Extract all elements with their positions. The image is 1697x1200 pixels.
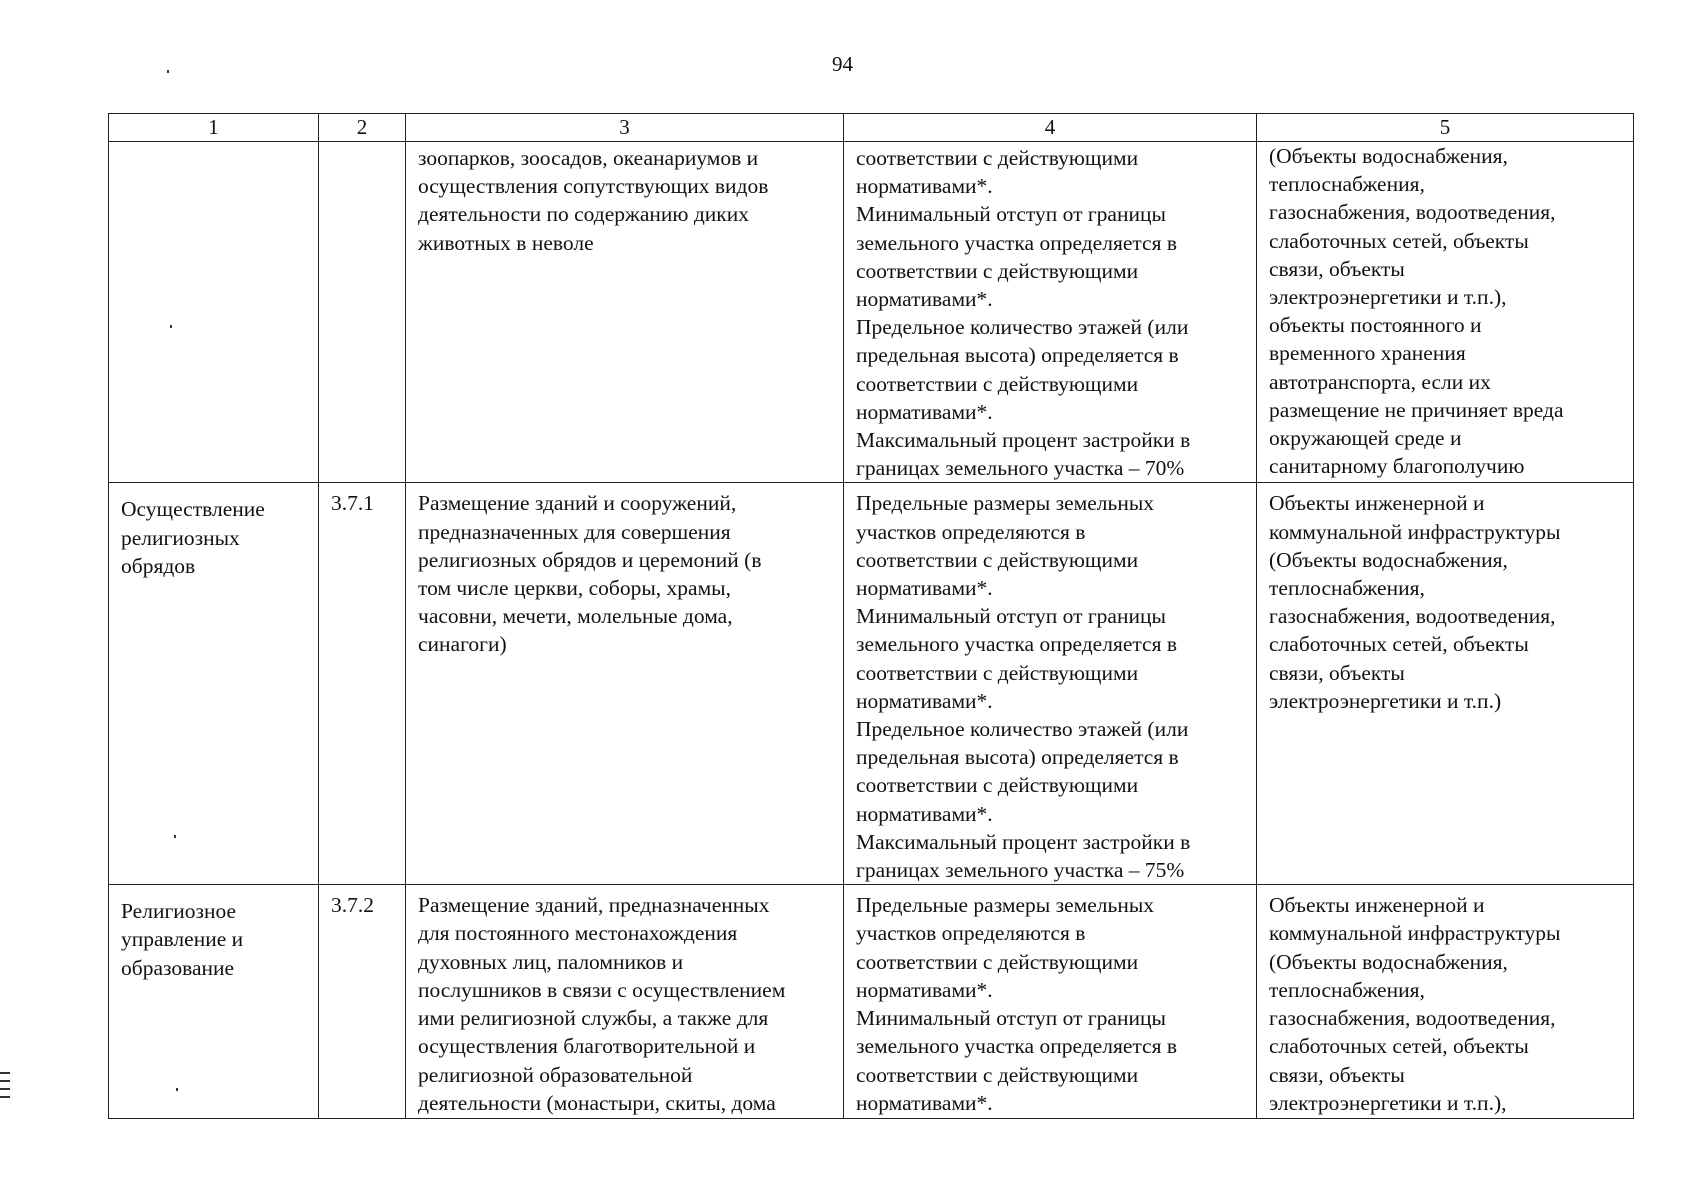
auxiliary-uses-cell [1257, 142, 1634, 483]
cell-text-line: предназначенных для совершения [418, 519, 731, 544]
parameters-cell [844, 483, 1257, 885]
use-type-name-cell [109, 885, 319, 1119]
cell-text-line: нормативами*. [856, 1090, 993, 1115]
table-row [109, 142, 1634, 483]
cell-text-line: (Объекты водоснабжения, [1269, 144, 1508, 168]
table-header-row [109, 114, 1634, 142]
cell-text-line: электроэнергетики и т.п.), [1269, 285, 1507, 310]
cell-text-line: обрядов [121, 553, 196, 578]
use-type-code-cell: 3.7.1 [319, 483, 406, 885]
cell-text-line: Предельное количество этажей (или [856, 717, 1189, 742]
cell-text-line: связи, объекты [1269, 660, 1405, 685]
column-header-2: 2 [319, 114, 406, 142]
cell-text-line: Размещение зданий, предназначенных [418, 893, 770, 918]
cell-text-line: зоопарков, зоосадов, океанариумов и [418, 146, 759, 170]
cell-text-line: электроэнергетики и т.п.) [1269, 688, 1502, 713]
cell-text-line: участков определяются в [856, 921, 1086, 946]
cell-text-line: Осуществление [121, 497, 265, 522]
cell-text-line: коммунальной инфраструктуры [1269, 921, 1561, 946]
cell-text-line: автотранспорта, если их [1269, 369, 1491, 394]
cell-text-line: (Объекты водоснабжения, [1269, 547, 1508, 572]
cell-text-line: часовни, мечети, молельные дома, [418, 604, 733, 629]
use-type-name-cell [109, 483, 319, 885]
cell-text-line: Минимальный отступ от границы [856, 604, 1166, 629]
cell-text-line: соответствии с действующими [856, 949, 1139, 974]
column-header-4: 4 [844, 114, 1257, 142]
cell-text-line: нормативами*. [856, 174, 993, 199]
cell-text-line: образование [121, 955, 235, 980]
cell-text-line: Максимальный процент застройки в [856, 829, 1191, 854]
cell-text-line: нормативами*. [856, 576, 993, 601]
cell-text-line: земельного участка определяется в [856, 1034, 1177, 1059]
cell-text-line: управление и [121, 927, 244, 952]
cell-text-line: соответствии с действующими [856, 146, 1139, 170]
land-use-table [108, 113, 1634, 1119]
parameters-cell [844, 885, 1257, 1119]
cell-text-line: духовных лиц, паломников и [418, 949, 684, 974]
cell-text-line: электроэнергетики и т.п.), [1269, 1090, 1507, 1115]
cell-text-line: теплоснабжения, [1269, 172, 1425, 197]
cell-text-line: земельного участка определяется в [856, 632, 1177, 657]
cell-text-line: Минимальный отступ от границы [856, 1006, 1166, 1031]
cell-text-line: соответствии с действующими [856, 773, 1139, 798]
scan-speck [170, 325, 172, 328]
cell-text-line: границах земельного участка – 70% [856, 456, 1185, 481]
cell-text-line: нормативами*. [856, 977, 993, 1002]
cell-text-line: соответствии с действующими [856, 258, 1139, 283]
auxiliary-uses-cell [1257, 885, 1634, 1119]
cell-text-line: теплоснабжения, [1269, 977, 1425, 1002]
cell-text-line: соответствии с действующими [856, 547, 1139, 572]
cell-text-line: слаботочных сетей, объекты [1269, 632, 1529, 657]
use-description-cell [406, 885, 844, 1119]
scan-speck [174, 835, 176, 838]
cell-text-line: деятельности (монастыри, скиты, дома [418, 1090, 776, 1115]
binding-edge-marks [0, 1072, 10, 1104]
cell-text-line: ими религиозной службы, а также для [418, 1006, 769, 1031]
parameters-cell [844, 142, 1257, 483]
cell-text-line: нормативами*. [856, 399, 993, 424]
cell-text-line: Минимальный отступ от границы [856, 202, 1166, 227]
use-description-cell [406, 142, 844, 483]
cell-text-line: слаботочных сетей, объекты [1269, 1034, 1529, 1059]
cell-text-line: газоснабжения, водоотведения, [1269, 604, 1556, 629]
cell-text-line: деятельности по содержанию диких [418, 202, 749, 227]
cell-text-line: Объекты инженерной и [1269, 491, 1485, 516]
use-description-cell [406, 483, 844, 885]
cell-text-line: Предельное количество этажей (или [856, 315, 1189, 340]
cell-text-line: Размещение зданий и сооружений, [418, 491, 737, 516]
column-header-1: 1 [109, 114, 319, 142]
table-row [109, 483, 1634, 885]
cell-text-line: том числе церкви, соборы, храмы, [418, 576, 731, 601]
use-type-code-cell: 3.7.2 [319, 885, 406, 1119]
cell-text-line: соответствии с действующими [856, 660, 1139, 685]
cell-text-line: границах земельного участка – 75% [856, 858, 1185, 883]
cell-text-line: Предельные размеры земельных [856, 491, 1155, 516]
cell-text-line: нормативами*. [856, 688, 993, 713]
cell-text-line: коммунальной инфраструктуры [1269, 519, 1561, 544]
cell-text-line: окружающей среде и [1269, 426, 1462, 451]
cell-text-line: предельная высота) определяется в [856, 745, 1179, 770]
cell-text-line: религиозной образовательной [418, 1062, 693, 1087]
cell-text-line: связи, объекты [1269, 1062, 1405, 1087]
cell-text-line: теплоснабжения, [1269, 576, 1425, 601]
cell-text-line: размещение не причиняет вреда [1269, 397, 1564, 422]
cell-text-line: осуществления благотворительной и [418, 1034, 756, 1059]
cell-text-line: синагоги) [418, 632, 507, 657]
use-type-code-cell [319, 142, 406, 483]
column-header-3: 3 [406, 114, 844, 142]
cell-text-line: осуществления сопутствующих видов [418, 174, 769, 199]
cell-text-line: участков определяются в [856, 519, 1086, 544]
cell-text-line: соответствии с действующими [856, 1062, 1139, 1087]
cell-text-line: предельная высота) определяется в [856, 343, 1179, 368]
cell-text-line: объекты постоянного и [1269, 313, 1482, 338]
cell-text-line: связи, объекты [1269, 256, 1405, 281]
cell-text-line: временного хранения [1269, 341, 1466, 366]
cell-text-line: соответствии с действующими [856, 371, 1139, 396]
page-number: 94 [832, 52, 853, 76]
cell-text-line: для постоянного местонахождения [418, 921, 738, 946]
column-header-5: 5 [1257, 114, 1634, 142]
cell-text-line: нормативами*. [856, 801, 993, 826]
cell-text-line: Максимальный процент застройки в [856, 428, 1191, 453]
cell-text-line: животных в неволе [418, 230, 594, 255]
cell-text-line: нормативами*. [856, 287, 993, 312]
cell-text-line: Религиозное [121, 899, 237, 924]
cell-text-line: (Объекты водоснабжения, [1269, 949, 1508, 974]
cell-text-line: послушников в связи с осуществлением [418, 977, 786, 1002]
cell-text-line: религиозных обрядов и церемоний (в [418, 547, 762, 572]
auxiliary-uses-cell [1257, 483, 1634, 885]
table-row [109, 885, 1634, 1119]
cell-text-line: религиозных [121, 525, 240, 550]
scan-speck [176, 1088, 178, 1091]
scan-speck [167, 70, 169, 73]
cell-text-line: газоснабжения, водоотведения, [1269, 200, 1556, 225]
cell-text-line: слаботочных сетей, объекты [1269, 228, 1529, 253]
use-type-name-cell [109, 142, 319, 483]
cell-text-line: Предельные размеры земельных [856, 893, 1155, 918]
cell-text-line: земельного участка определяется в [856, 230, 1177, 255]
cell-text-line: газоснабжения, водоотведения, [1269, 1006, 1556, 1031]
cell-text-line: санитарному благополучию [1269, 454, 1525, 479]
cell-text-line: Объекты инженерной и [1269, 893, 1485, 918]
